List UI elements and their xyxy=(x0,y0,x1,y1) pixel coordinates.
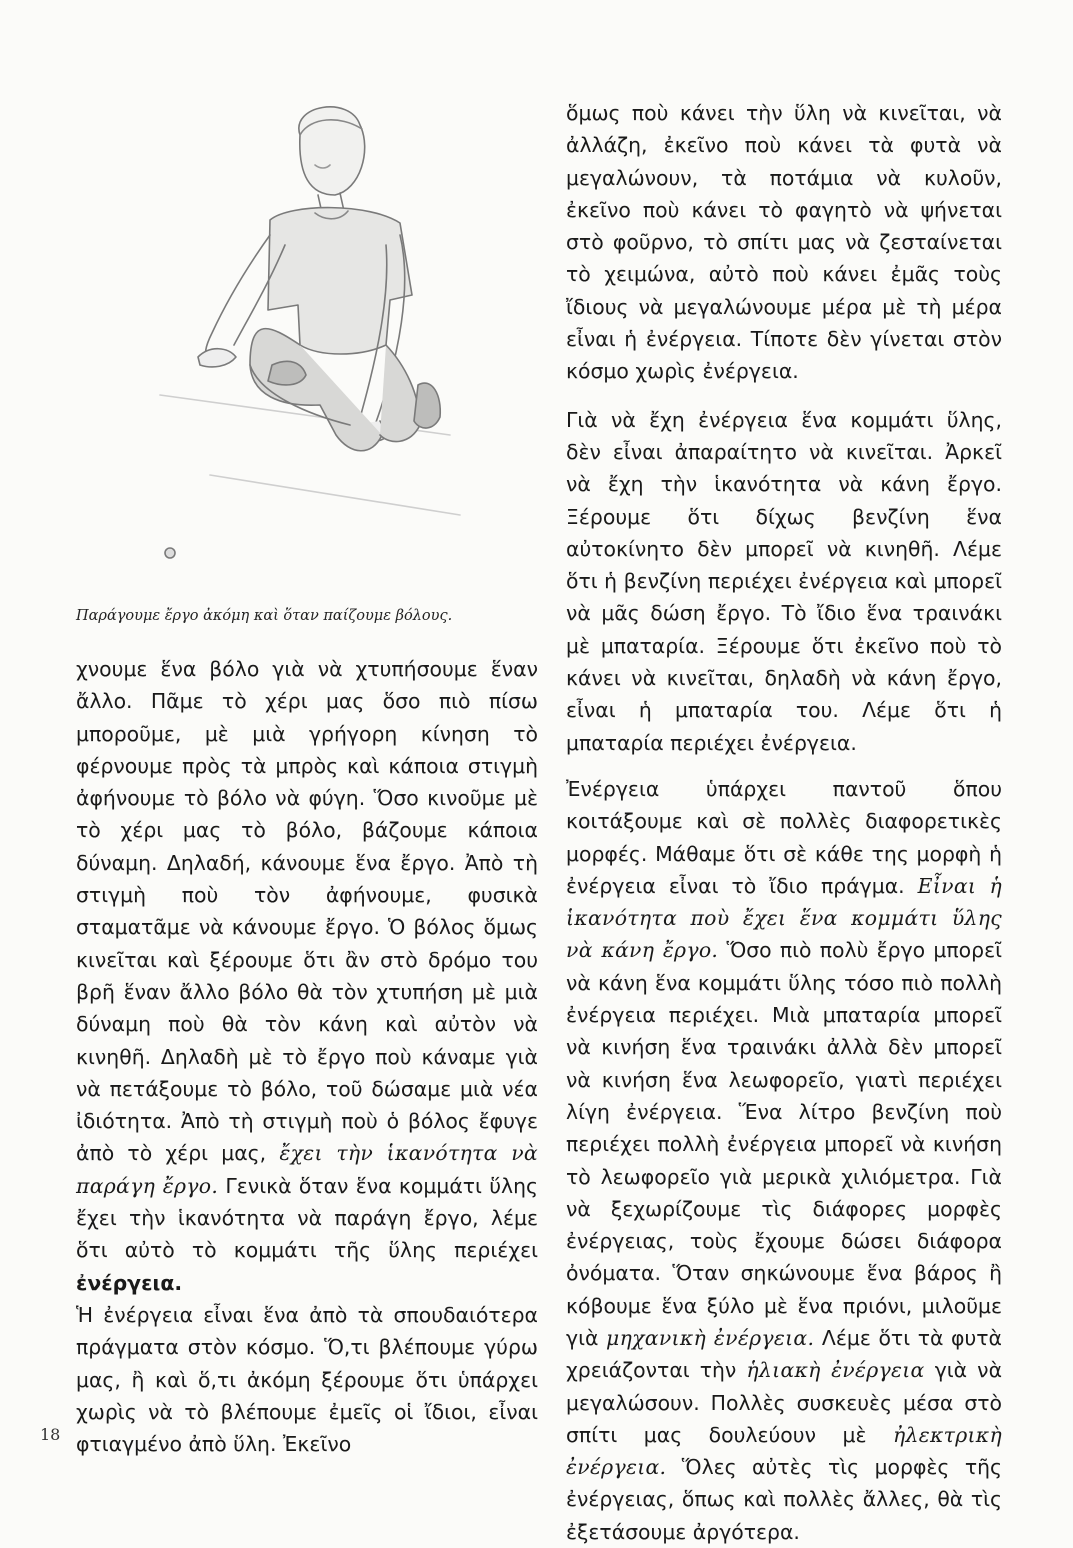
left-paragraph-1-cont: Γενικὰ ὅταν ἕνα κομμάτι ὕλης ἔχει τὴν ἱκανότητα νὰ παράγη ἔργο, λέμε ὅτι αὐτὸ τὸ κομμάτι τῆς ὕλης περιέχει xyxy=(76,1173,538,1263)
right-paragraph-1: ὅμως ποὺ κάνει τὴν ὕλη νὰ κινεῖται, νὰ ἀλλάζη, ἐκεῖνο ποὺ κάνει τὰ φυτὰ νὰ μεγαλώνουν, τὰ ποτάμια νὰ κυλοῦν, ἐκεῖνο ποὺ κάνει τὸ φαγητὸ νὰ ψήνεται στὸ φοῦρνο, τὸ σπίτι μας νὰ ζεσταίνεται τὸ χειμώνα, αὐτὸ ποὺ κάνει ἐμᾶς τοὺς ἴδιους νὰ μεγαλώνουμε μέρα μὲ τὴ μέρα εἶναι ἡ ἐνέργεια. Τίποτε δὲν γίνεται στὸν κόσμο χωρὶς ἐνέργεια. xyxy=(566,101,1002,384)
right-paragraph-3-text: Ἐνέργεια ὑπάρχει παντοῦ ὅπου κοιτάξουμε καὶ σὲ πολλὲς διαφορετικὲς μορφές. Μάθαμε ὅτι σὲ κάθε της μορφὴ ἡ ἐνέργεια εἶναι τὸ ἴδιο πράγμα. xyxy=(566,776,1002,898)
solar-energy-term: ἡλιακὴ ἐνέργεια xyxy=(746,1358,925,1383)
mechanical-energy-term: μηχανικὴ ἐνέργεια. xyxy=(606,1325,815,1350)
right-paragraph-3-cont2: Λέμε ὅτι τὰ φυτὰ χρειάζονται τὴν xyxy=(566,1325,1002,1383)
energy-definition-italic: Εἶναι ἡ ἱκανότητα ποὺ ἔχει ἕνα κομμάτι ὕλης νὰ κάνη ἔργο. xyxy=(566,873,1003,963)
energy-term-bold: ἐνέργεια. xyxy=(76,1270,183,1295)
left-paragraph-2: Ἡ ἐνέργεια εἶναι ἕνα ἀπὸ τὰ σπουδαιότερα πράγματα στὸν κόσμο. Ὅ,τι βλέπουμε γύρω μας, ἢ καὶ ὅ,τι ἀκόμη ξέρουμε ὅτι ὑπάρχει χωρὶς νὰ τὸ βλέπουμε ἐμεῖς οἱ ἴδιοι, εἶναι φτιαγμένο ἀπὸ ὕλη. Ἐκεῖνο xyxy=(76,1302,538,1457)
right-column xyxy=(566,97,1002,1548)
left-paragraph-1 xyxy=(76,653,538,1299)
right-paragraph-3-cont3: γιὰ νὰ μεγαλώσουν. Πολλὲς συσκευὲς μέσα στὸ σπίτι μας δουλεύουν μὲ xyxy=(566,1358,1003,1447)
right-paragraph-3-cont: Ὅσο πιὸ πολὺ ἔργο μπορεῖ νὰ κάνη ἕνα κομμάτι ὕλης τόσο πιὸ πολλὴ ἐνέργεια περιέχει. Μιὰ μπαταρία μπορεῖ νὰ κινήση ἕνα τραινάκι ἀλλὰ δὲν μπορεῖ νὰ κινήση ἕνα λεωφορεῖο, γιατὶ περιέχει λίγη ἐνέργεια. Ἕνα λίτρο βενζίνη ποὺ περιέχει πολλὴ ἐνέργεια μπορεῖ νὰ κινήση τὸ λεωφορεῖο γιὰ μερικὰ χιλιόμετρα. Γιὰ νὰ ξεχωρίζουμε τὶς διάφορες μορφὲς ἐνέργειας, τοὺς ἔχουμε δώσει διάφορα ὀνόματα. Ὅταν σηκώνουμε ἕνα βάρος ἢ κόβουμε ἕνα ξύλο μὲ ἕνα πριόνι, μιλοῦμε γιὰ xyxy=(566,938,1002,1350)
right-paragraph-2: Γιὰ νὰ ἔχη ἐνέργεια ἕνα κομμάτι ὕλης, δὲν εἶναι ἀπαραίτητο νὰ κινεῖται. Ἀρκεῖ νὰ ἔχη τὴν ἱκανότητα νὰ κάνη ἔργο. Ξέρουμε ὅτι δίχως βενζίνη ἕνα αὐτοκίνητο δὲν μπορεῖ νὰ κινηθῆ. Λέμε ὅτι ἡ βενζίνη περιέχει ἐνέργεια καὶ μπορεῖ νὰ μᾶς δώση ἔργο. Τὸ ἴδιο ἕνα τραινάκι μὲ μπαταρία. Ξέρουμε ὅτι ἐκεῖνο ποὺ τὸ κάνει νὰ κινεῖται, δηλαδὴ νὰ κάνη ἔργο, εἶναι ἡ μπαταρία του. Λέμε ὅτι ἡ μπαταρία περιέχει ἐνέργεια. xyxy=(566,407,1002,755)
left-column xyxy=(76,653,538,1460)
right-paragraph-3 xyxy=(566,773,1002,1548)
right-paragraph-3-cont4: Ὅλες αὐτὲς τὶς μορφὲς τῆς ἐνέργειας, ὅπως καὶ πολλὲς ἄλλες, θὰ τὶς ἐξετάσουμε ἀργότερα. xyxy=(566,1455,1002,1544)
left-paragraph-1-text: χνουμε ἕνα βόλο γιὰ νὰ χτυπήσουμε ἕναν ἄλλο. Πᾶμε τὸ χέρι μας ὅσο πιὸ πίσω μποροῦμε, μὲ μιὰ γρήγορη κίνηση τὸ φέρνουμε πρὸς τὰ μπρὸς καὶ κάποια στιγμὴ ἀφήνουμε τὸ βόλο νὰ φύγη. Ὅσο κινοῦμε μὲ τὸ χέρι μας τὸ βόλο, βάζουμε κάποια δύναμη. Δηλαδή, κάνουμε ἕνα ἔργο. Ἀπὸ τὴ στιγμὴ ποὺ τὸν ἀφήνουμε, φυσικὰ σταματᾶμε νὰ κάνουμε ἔργο. Ὁ βόλος ὅμως κινεῖται καὶ ξέρουμε ὅτι ἂν στὸ δρόμο του βρῆ ἕναν ἄλλο βόλο θὰ τὸν χτυπήση μὲ μιὰ δύναμη ποὺ θὰ τὸν κάνη καὶ αὐτὸν νὰ κινηθῆ. Δηλαδὴ μὲ τὸ ἔργο ποὺ κάναμε γιὰ νὰ πετάξουμε τὸ βόλο, τοῦ δώσαμε μιὰ νέα ἰδιότητα. Ἀπὸ τὴ στιγμὴ ποὺ ὁ βόλος ἔφυγε ἀπὸ τὸ χέρι μας, xyxy=(76,657,538,1166)
page-number: 18 xyxy=(40,1425,61,1444)
left-paragraph-1-italic: ἔχει τὴν ἱκανότητα νὰ παράγη ἔργο. xyxy=(76,1141,538,1198)
electric-energy-term: ἠλεκτρικὴ ἐνέργεια. xyxy=(566,1422,1002,1480)
figure-caption: Παράγουμε ἔργο ἀκόμη καὶ ὅταν παίζουμε βόλους. xyxy=(76,608,453,624)
boy-playing-marbles-illustration xyxy=(150,95,470,575)
